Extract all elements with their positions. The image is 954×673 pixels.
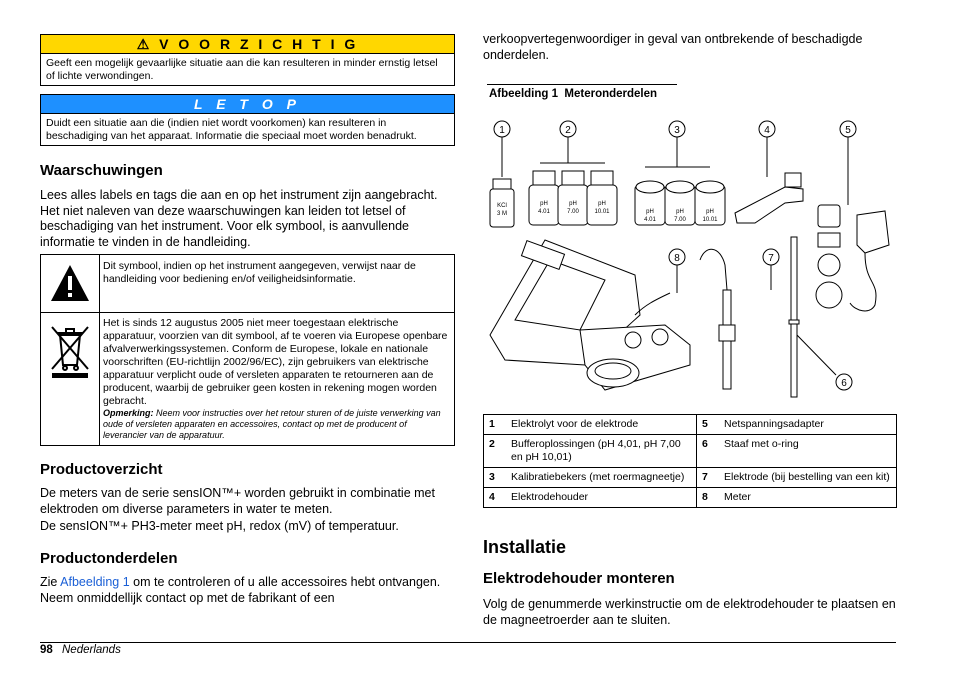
table-row: 2 Bufferoplossingen (pH 4,01, pH 7,00 en pH 10,01) 6 Staaf met o-ring (484, 435, 897, 468)
caption-rule (487, 84, 677, 85)
page-number: 98 (40, 644, 53, 656)
callout-3-label: 3 (674, 125, 680, 136)
components-figure (485, 115, 897, 405)
warning-triangle-icon: ⚠ (136, 36, 153, 52)
bottle-kcl-line2: 3 M (496, 211, 508, 217)
symbol-row2-text: Het is sinds 12 augustus 2005 niet meer toegestaan elektrische apparatuur, voorzien van dit symbool, af te voeren via Europese openbare afvalverwerkingssystemen. Conform de Europese, lokale en nationale voorschriften (EU-richtlijn 2002/96/EC), zijn gebruikers van elektrische apparatuur verplicht oude of versleten apparaten te retourneren aan de producent, waarbij de gebruiker geen kosten in rekening mogen worden gebracht. Opmerking: Neem voor instructies over het retour sturen of de juiste verwerking van oude of versleten apparaten en accessoires, contact op met de producent of leverancier van de apparatuur. (103, 317, 448, 440)
caution-text: Geeft een mogelijk gevaarlijke situatie aan die kan resulteren in minder ernstig letsel of lichte verwondingen. (46, 57, 438, 82)
components-text: Zie Afbeelding 1 om te controleren of u alle accessoires hebt ontvangen. Neem onmiddellijk contact op met de fabrikant of een (40, 575, 441, 605)
components-heading: Productonderdelen (40, 550, 178, 567)
figure-caption: Afbeelding 1 Meteronderdelen (489, 88, 658, 100)
install-heading: Installatie (483, 537, 567, 557)
footer-language: Nederlands (62, 644, 121, 656)
beaker2-line1: pH (676, 209, 684, 215)
buffer2-line1: pH (569, 201, 577, 207)
bottle-kcl-line1: KCl (497, 203, 507, 209)
symbol-row1-text: Dit symbool, indien op het instrument aangegeven, verwijst naar de handleiding voor bediening en/of veiligheidsinformatie. (103, 260, 416, 285)
notice-box (40, 94, 455, 146)
callout-4-label: 4 (764, 125, 770, 136)
callout-1-label: 1 (499, 125, 505, 136)
figure-legend-table (483, 414, 897, 508)
beaker3-line1: pH (706, 209, 714, 215)
install-subheading: Elektrodehouder monteren (483, 570, 675, 587)
components-continued: verkoopvertegenwoordiger in geval van ontbrekende of beschadigde onderdelen. (483, 32, 863, 62)
beaker1-line2: 4.01 (644, 217, 656, 223)
overview-p1: De meters van de serie sensION™+ worden gebruikt in combinatie met elektroden om diverse parameters in water te meten. (40, 486, 435, 516)
table-row: 1 Elektrolyt voor de elektrode 5 Netspanningsadapter (484, 415, 897, 435)
overview-heading: Productoverzicht (40, 461, 163, 478)
beaker1-line1: pH (646, 209, 654, 215)
figure-link[interactable]: Afbeelding 1 (60, 575, 130, 589)
symbols-table (40, 254, 455, 446)
buffer2-line2: 7.00 (567, 209, 579, 215)
caution-box (40, 34, 455, 86)
overview-p2: De sensION™+ PH3-meter meet pH, redox (mV) of temperatuur. (40, 519, 399, 533)
crossed-bin-icon (48, 321, 92, 381)
warning-triangle-icon (49, 262, 91, 304)
install-text: Volg de genummerde werkinstructie om de elektrodehouder te plaatsen en de magneetroerder aan te sluiten. (483, 597, 896, 627)
beaker3-line2: 10.01 (702, 217, 718, 223)
callout-8-label: 8 (674, 253, 680, 264)
notice-text: Duidt een situatie aan die (indien niet wordt voorkomen) kan resulteren in beschadiging van het apparaat. Informatie die speciaal moet worden benadrukt. (46, 117, 417, 142)
table-row: 3 Kalibratiebekers (met roermagneetje) 7 Elektrode (bij bestelling van een kit) (484, 468, 897, 488)
notice-title: L E T O P (41, 95, 454, 114)
callout-5-label: 5 (845, 125, 851, 136)
footer (40, 644, 121, 656)
warnings-heading: Waarschuwingen (40, 162, 163, 179)
beaker2-line2: 7.00 (674, 217, 686, 223)
buffer1-line1: pH (540, 201, 548, 207)
callout-7-label: 7 (768, 253, 774, 264)
buffer3-line2: 10.01 (594, 209, 610, 215)
buffer3-line1: pH (598, 201, 606, 207)
caution-title: V O O R Z I C H T I G (159, 36, 359, 52)
buffer1-line2: 4.01 (538, 209, 550, 215)
footer-rule (40, 642, 896, 643)
callout-2-label: 2 (565, 125, 571, 136)
warnings-text: Lees alles labels en tags die aan en op het instrument zijn aangebracht. Het niet naleven van deze waarschuwingen kan leiden tot letsel of beschadiging van het instrument. Voor elk symbool, is aanvullende informatie te vinden in de handleiding. (40, 188, 438, 249)
table-row: 4 Elektrodehouder 8 Meter (484, 488, 897, 508)
callout-6-label: 6 (841, 378, 847, 389)
